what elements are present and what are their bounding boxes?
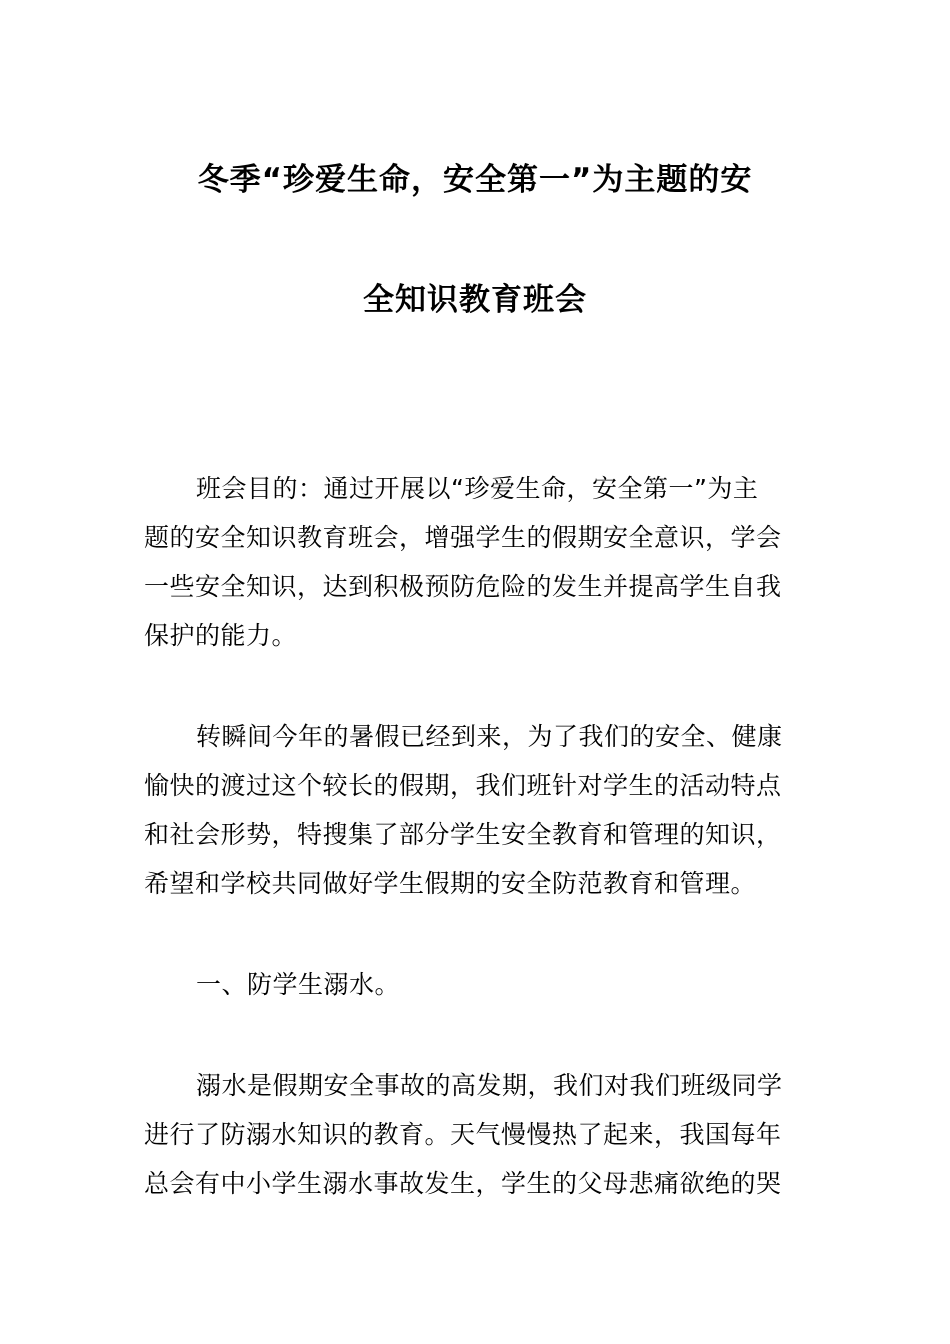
paragraph-2-line-3: 和社会形势，特搜集了部分学生安全教育和管理的知识， (144, 820, 782, 849)
paragraph-4-line-1: 溺水是假期安全事故的高发期，我们对我们班级同学 (196, 1071, 783, 1100)
paragraph-1-line-4: 保护的能力。 (144, 621, 298, 650)
document-title-line-2: 全知识教育班会 (363, 282, 587, 318)
paragraph-2-line-2: 愉快的渡过这个较长的假期，我们班针对学生的活动特点 (144, 771, 782, 800)
paragraph-2-line-1: 转瞬间今年的暑假已经到来，为了我们的安全、健康 (196, 722, 783, 751)
paragraph-1-line-2: 题的安全知识教育班会，增强学生的假期安全意识，学会 (144, 523, 782, 552)
paragraph-1-line-1: 班会目的：通过开展以“珍爱生命，安全第一”为主 (196, 474, 759, 503)
paragraph-2-line-4: 希望和学校共同做好学生假期的安全防范教育和管理。 (144, 869, 757, 898)
paragraph-1-line-3: 一些安全知识，达到积极预防危险的发生并提高学生自我 (144, 572, 782, 601)
paragraph-4-line-3: 总会有中小学生溺水事故发生，学生的父母悲痛欲绝的哭 (144, 1169, 782, 1198)
paragraph-4-line-2: 进行了防溺水知识的教育。天气慢慢热了起来，我国每年 (144, 1120, 782, 1149)
section-heading-drowning: 一、防学生溺水。 (196, 970, 401, 999)
document-title-line-1: 冬季“珍爱生命，安全第一”为主题的安 (197, 162, 753, 198)
